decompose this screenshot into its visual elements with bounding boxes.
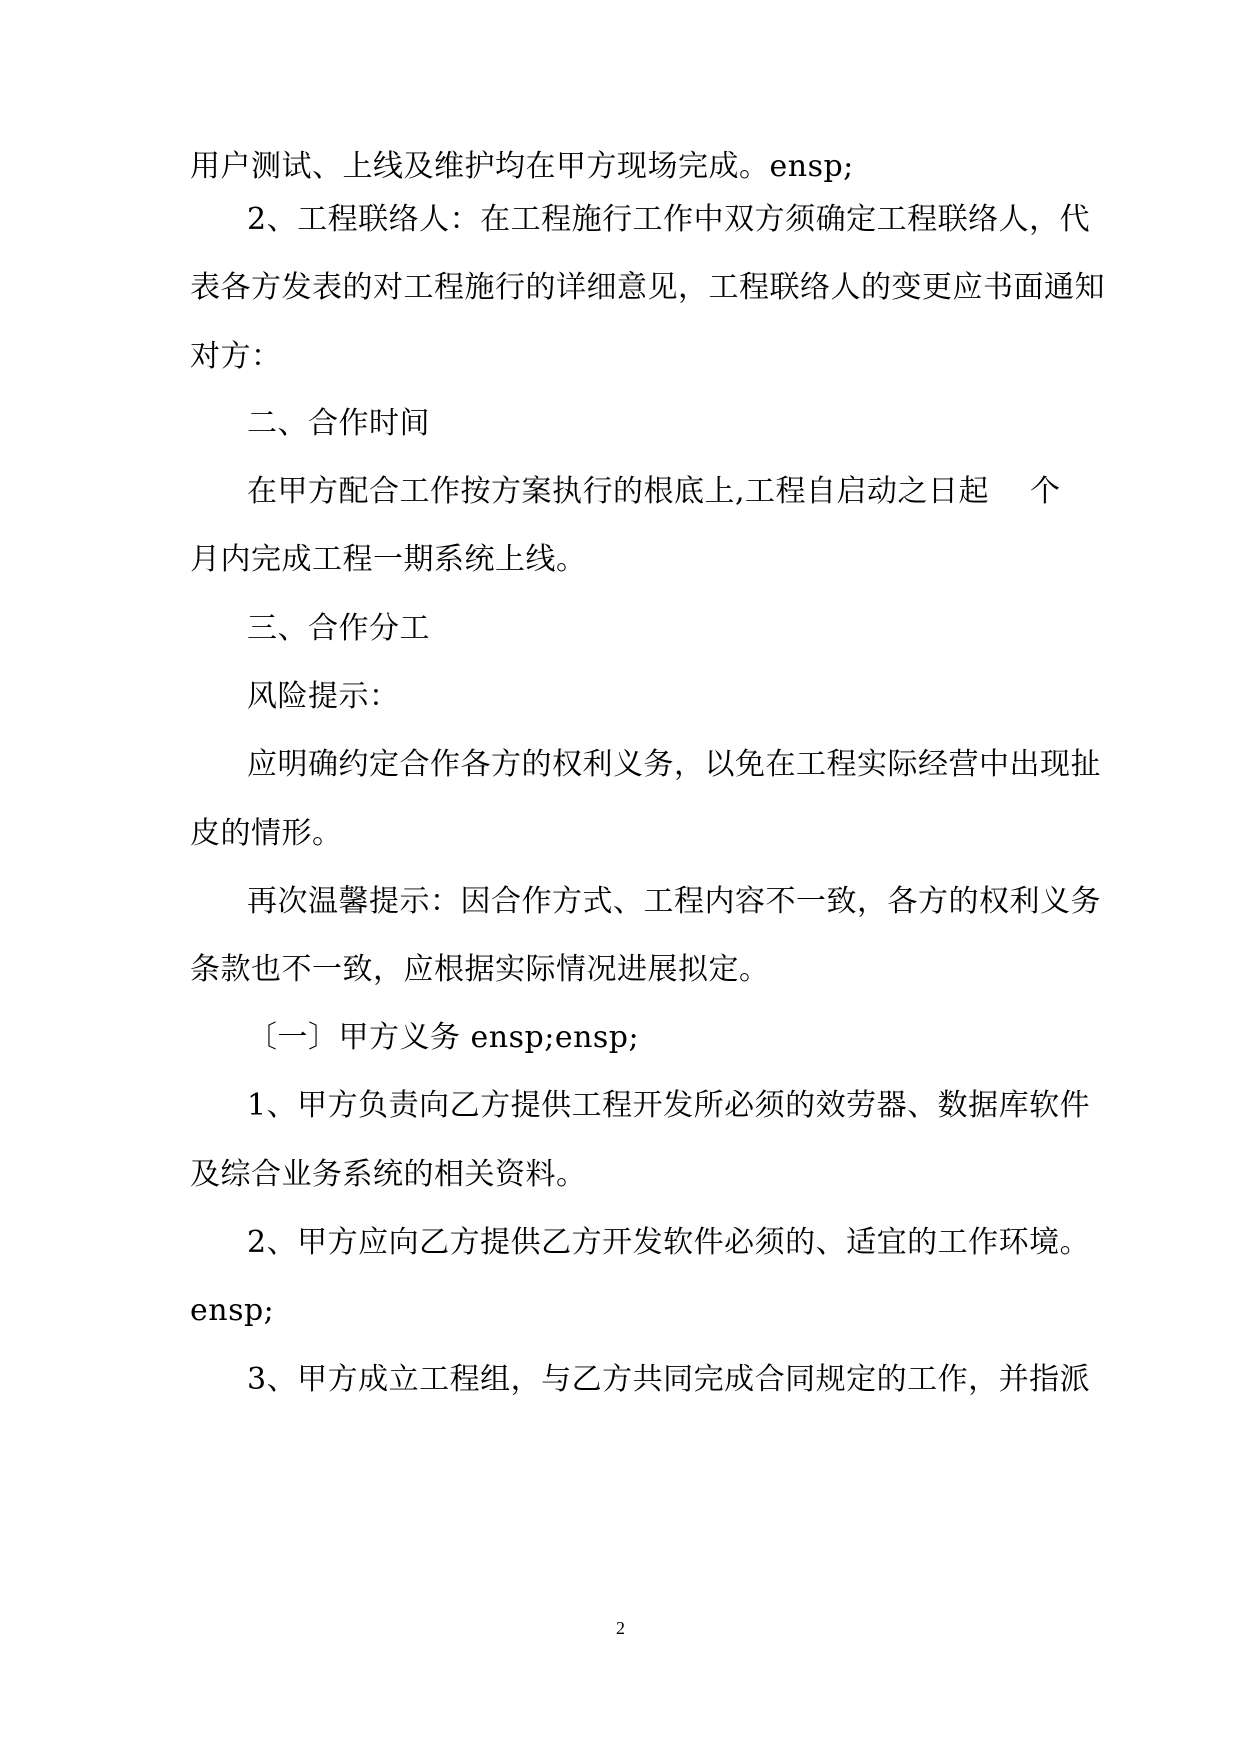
paragraph-line-16: 及综合业务系统的相关资料。 [190, 1157, 587, 1192]
paragraph-line-2: 2、工程联络人：在工程施行工作中双方须确定工程联络人，代 [247, 202, 1091, 237]
paragraph-line-11: 皮的情形。 [190, 816, 343, 851]
section-heading-cooperation-time: 二、合作时间 [247, 406, 430, 441]
subsection-heading-party-a-obligations: 〔一〕甲方义务 ensp;ensp; [247, 1020, 640, 1055]
paragraph-line-18: ensp; [190, 1293, 275, 1328]
page-number: 2 [616, 1618, 625, 1638]
section-heading-division-of-work: 三、合作分工 [247, 611, 430, 646]
paragraph-line-13: 条款也不一致，应根据实际情况进展拟定。 [190, 952, 770, 987]
paragraph-line-3: 表各方发表的对工程施行的详细意见，工程联络人的变更应书面通知 [190, 270, 1105, 305]
paragraph-line-12: 再次温馨提示：因合作方式、工程内容不一致，各方的权利义务 [247, 884, 1101, 919]
paragraph-line-19: 3、甲方成立工程组，与乙方共同完成合同规定的工作，并指派 [247, 1362, 1091, 1397]
paragraph-line-6-tail: 个 [1030, 474, 1061, 509]
paragraph-line-6: 在甲方配合工作按方案执行的根底上,工程自启动之日起 [247, 474, 990, 509]
paragraph-line-1: 用户测试、上线及维护均在甲方现场完成。ensp; [190, 149, 854, 184]
risk-notice-label: 风险提示： [247, 679, 400, 714]
paragraph-line-4: 对方： [190, 339, 282, 374]
paragraph-line-17: 2、甲方应向乙方提供乙方开发软件必须的、适宜的工作环境。 [247, 1225, 1091, 1260]
paragraph-line-7: 月内完成工程一期系统上线。 [190, 542, 587, 577]
paragraph-line-15: 1、甲方负责向乙方提供工程开发所必须的效劳器、数据库软件 [247, 1088, 1091, 1123]
paragraph-line-10: 应明确约定合作各方的权利义务，以免在工程实际经营中出现扯 [247, 747, 1101, 782]
